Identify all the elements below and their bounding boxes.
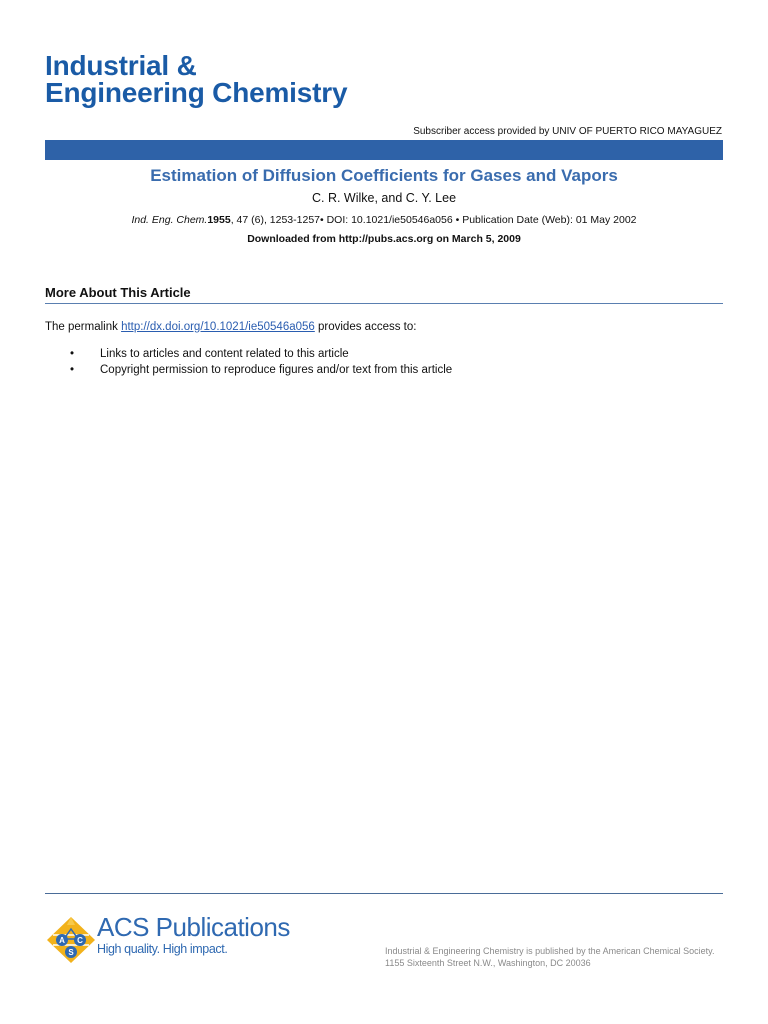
permalink-line xyxy=(45,321,416,333)
list-item[interactable] xyxy=(45,346,452,362)
subscriber-access-note: Subscriber access provided by UNIV OF PUERTO RICO MAYAGUEZ xyxy=(413,126,722,137)
download-note: Downloaded from http://pubs.acs.org on March 5, 2009 xyxy=(247,233,521,245)
permalink-suffix: provides access to: xyxy=(314,321,417,333)
permalink-link[interactable]: http://dx.doi.org/10.1021/ie50546a056 xyxy=(121,321,315,333)
citation-volume-pages: , 47 (6), 1253-1257 xyxy=(230,214,320,226)
list-item-label: Links to articles and content related to this article xyxy=(100,348,349,360)
article-authors: C. R. Wilke, and C. Y. Lee xyxy=(311,191,457,205)
access-list xyxy=(45,346,452,378)
acs-publications-name[interactable]: ACS Publications xyxy=(97,912,290,942)
journal-title xyxy=(45,52,347,106)
logo-letter-c: C xyxy=(77,936,83,945)
citation-journal: Ind. Eng. Chem. xyxy=(131,214,208,226)
article-title[interactable]: Estimation of Diffusion Coefficients for Gases and Vapors xyxy=(150,166,618,185)
bullet-icon: • xyxy=(70,348,75,360)
acs-logo-icon[interactable] xyxy=(45,915,97,965)
publisher-note xyxy=(385,945,715,969)
publisher-line-2: 1155 Sixteenth Street N.W., Washington, DC 20036 xyxy=(385,958,591,968)
footer-divider xyxy=(45,893,723,894)
logo-letter-s: S xyxy=(68,948,74,957)
citation-doi: • DOI: 10.1021/ie50546a056 • Publication Date (Web): 01 May 2002 xyxy=(320,214,637,226)
permalink-prefix: The permalink xyxy=(45,321,122,333)
journal-title-line1: Industrial & xyxy=(45,50,197,81)
article-citation xyxy=(0,214,768,226)
header-bar xyxy=(45,140,723,160)
more-about-heading: More About This Article xyxy=(45,285,191,300)
list-item-label: Copyright permission to reproduce figures and/or text from this article xyxy=(100,364,453,376)
journal-title-line2: Engineering Chemistry xyxy=(45,77,348,108)
publisher-line-1: Industrial & Engineering Chemistry is published by the American Chemical Society. xyxy=(385,946,715,956)
list-item[interactable] xyxy=(45,362,452,378)
section-divider xyxy=(45,303,723,304)
acs-tagline: High quality. High impact. xyxy=(97,942,228,956)
logo-letter-a: A xyxy=(59,936,65,945)
citation-year: 1955 xyxy=(207,214,231,226)
bullet-icon: • xyxy=(70,364,75,376)
